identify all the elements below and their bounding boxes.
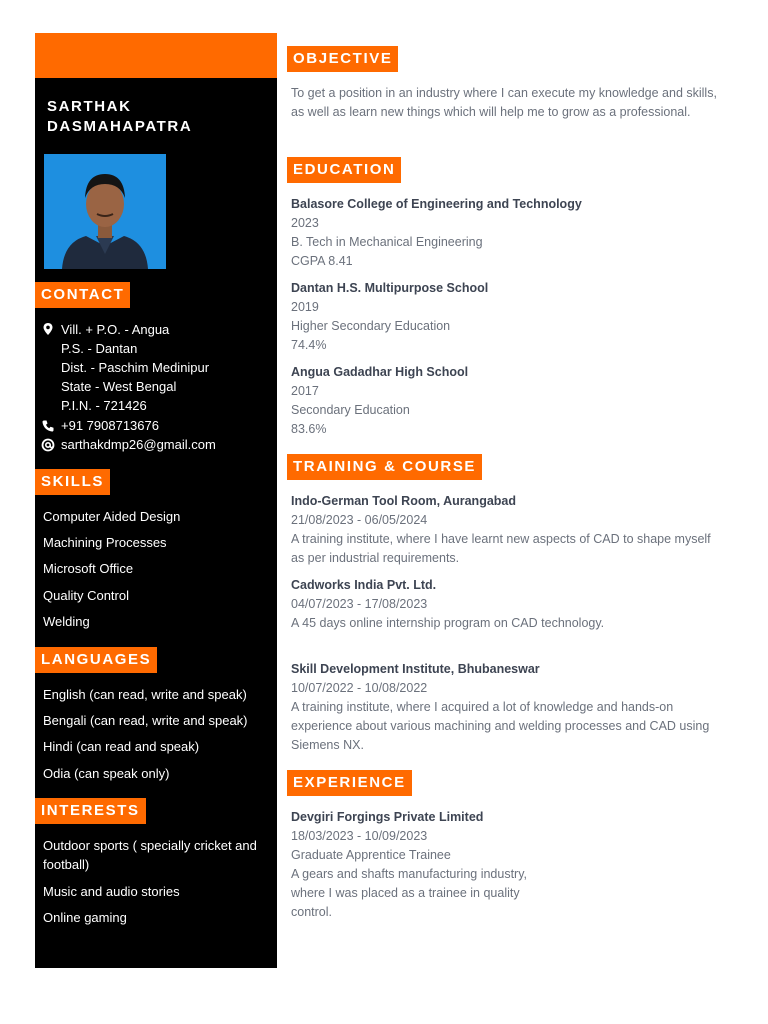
skill-item: Welding xyxy=(43,614,90,629)
training-heading: TRAINING & COURSE xyxy=(287,454,482,480)
education-year: 2017 xyxy=(291,384,319,398)
address-line: P.I.N. - 721426 xyxy=(61,398,147,413)
phone-icon xyxy=(41,419,55,433)
education-institution: Balasore College of Engineering and Technology xyxy=(291,197,582,211)
objective-text: To get a position in an industry where I can execute my knowledge and skills, as well as learn new things which will help me to grow as a professional. xyxy=(291,86,717,119)
language-item: English (can read, write and speak) xyxy=(43,687,247,702)
skill-item: Computer Aided Design xyxy=(43,509,181,524)
training-dates: 04/07/2023 - 17/08/2023 xyxy=(291,597,428,611)
contact-heading: CONTACT xyxy=(35,282,130,308)
interest-item: Outdoor sports ( specially cricket and football) xyxy=(43,838,257,872)
interest-item: Music and audio stories xyxy=(43,884,180,899)
education-year: 2023 xyxy=(291,216,319,230)
education-degree: B. Tech in Mechanical Engineering xyxy=(291,235,483,249)
language-item: Hindi (can read and speak) xyxy=(43,739,200,754)
education-degree: Secondary Education xyxy=(291,403,410,417)
experience-heading: EXPERIENCE xyxy=(287,770,412,796)
location-pin-icon xyxy=(41,322,55,336)
sidebar xyxy=(35,33,277,968)
education-institution: Angua Gadadhar High School xyxy=(291,365,469,379)
training-dates: 10/07/2022 - 10/08/2022 xyxy=(291,681,428,695)
education-year: 2019 xyxy=(291,300,319,314)
address-line: Dist. - Paschim Medinipur xyxy=(61,360,210,375)
training-org: Indo-German Tool Room, Aurangabad xyxy=(291,494,516,508)
training-org: Cadworks India Pvt. Ltd. xyxy=(291,578,437,592)
languages-heading: LANGUAGES xyxy=(35,647,157,673)
skill-item: Microsoft Office xyxy=(43,561,134,576)
email-address: sarthakdmp26@gmail.com xyxy=(61,437,216,452)
experience-dates: 18/03/2023 - 10/09/2023 xyxy=(291,829,428,843)
training-description: A training institute, where I acquired a lot of knowledge and hands-on experience about various machining and welding processes and CAD using Siemens NX. xyxy=(291,700,710,752)
training-description: A 45 days online internship program on CAD technology. xyxy=(291,616,605,630)
profile-photo xyxy=(44,154,166,269)
interests-heading: INTERESTS xyxy=(35,798,146,824)
objective-heading: OBJECTIVE xyxy=(287,46,398,72)
education-score: 74.4% xyxy=(291,338,327,352)
at-sign-icon xyxy=(41,438,55,452)
phone-number: +91 7908713676 xyxy=(61,418,159,433)
education-institution: Dantan H.S. Multipurpose School xyxy=(291,281,489,295)
avatar-illustration xyxy=(44,154,166,269)
education-score: CGPA 8.41 xyxy=(291,254,353,268)
training-org: Skill Development Institute, Bhubaneswar xyxy=(291,662,540,676)
education-score: 83.6% xyxy=(291,422,327,436)
language-item: Odia (can speak only) xyxy=(43,766,170,781)
language-item: Bengali (can read, write and speak) xyxy=(43,713,248,728)
experience-role: Graduate Apprentice Trainee xyxy=(291,848,451,862)
training-dates: 21/08/2023 - 06/05/2024 xyxy=(291,513,428,527)
training-description: A training institute, where I have learnt new aspects of CAD to shape myself as per industrial requirements. xyxy=(291,532,711,565)
interest-item: Online gaming xyxy=(43,910,127,925)
education-degree: Higher Secondary Education xyxy=(291,319,451,333)
education-heading: EDUCATION xyxy=(287,157,401,183)
skill-item: Quality Control xyxy=(43,588,129,603)
skills-heading: SKILLS xyxy=(35,469,110,495)
address-line: P.S. - Dantan xyxy=(61,341,138,356)
experience-company: Devgiri Forgings Private Limited xyxy=(291,810,484,824)
address-line: State - West Bengal xyxy=(61,379,177,394)
profile-name: SARTHAK DASMAHAPATRA xyxy=(47,98,193,135)
skill-item: Machining Processes xyxy=(43,535,167,550)
address-line: Vill. + P.O. - Angua xyxy=(61,322,170,337)
experience-description: A gears and shafts manufacturing industry, where I was placed as a trainee in quality control. xyxy=(291,867,528,919)
sidebar-accent-bar xyxy=(35,33,277,78)
